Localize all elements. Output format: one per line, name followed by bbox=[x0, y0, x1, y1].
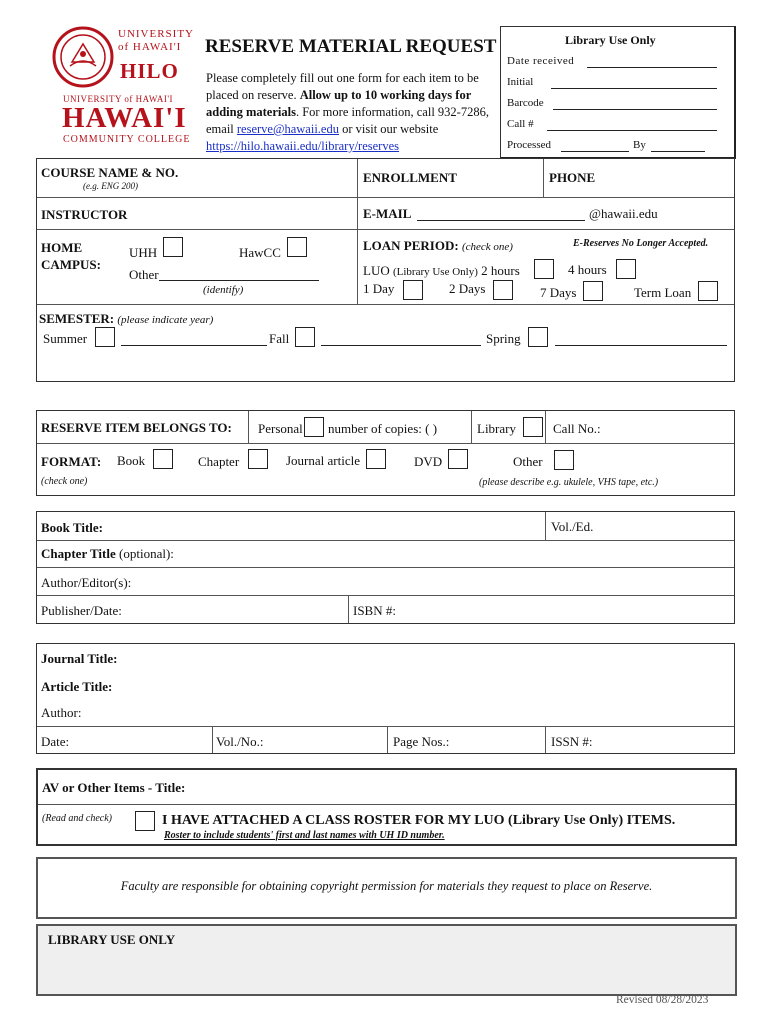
journal-title-label: Journal Title: bbox=[41, 651, 118, 666]
other-format-checkbox[interactable] bbox=[554, 450, 574, 470]
library-use-only-box bbox=[36, 924, 737, 996]
summer-checkbox[interactable] bbox=[95, 327, 115, 347]
call-no-label: Call No.: bbox=[553, 421, 601, 436]
two-hours-label: 2 hours bbox=[481, 263, 520, 278]
book-label: Book bbox=[117, 453, 146, 468]
initial-field[interactable] bbox=[551, 88, 717, 89]
logo-hawaii-text: HAWAI'I bbox=[62, 102, 187, 134]
two-hours-checkbox[interactable] bbox=[534, 259, 554, 279]
date-received-label: Date received bbox=[507, 55, 575, 67]
optional-text: (optional): bbox=[119, 546, 174, 561]
check-one-hint: (check one) bbox=[461, 241, 513, 253]
call-field[interactable] bbox=[547, 130, 717, 131]
phone-label: PHONE bbox=[549, 170, 596, 185]
dvd-label: DVD bbox=[414, 454, 443, 469]
luo-note: (Library Use Only) bbox=[392, 266, 478, 278]
book-title-label: Book Title: bbox=[41, 520, 104, 535]
personal-label: Personal bbox=[258, 421, 303, 436]
seven-days-label: 7 Days bbox=[540, 285, 577, 300]
class-roster-checkbox[interactable] bbox=[135, 811, 155, 831]
instructions-bold: Allow up to 10 working days for adding materials bbox=[206, 88, 472, 119]
initial-label: Initial bbox=[507, 76, 534, 88]
course-hint: (e.g. ENG 200) bbox=[83, 181, 138, 191]
semester-text: SEMESTER: bbox=[39, 311, 115, 326]
enrollment-label: ENROLLMENT bbox=[363, 170, 457, 185]
uh-hilo-logo bbox=[52, 26, 192, 88]
page-nos-label: Page Nos.: bbox=[393, 734, 450, 749]
fall-checkbox[interactable] bbox=[295, 327, 315, 347]
semester-label bbox=[39, 311, 213, 327]
fall-label: Fall bbox=[269, 331, 290, 346]
summer-year-field[interactable] bbox=[121, 345, 267, 346]
spring-checkbox[interactable] bbox=[528, 327, 548, 347]
other-format-label: Other bbox=[513, 454, 543, 469]
term-loan-checkbox[interactable] bbox=[698, 281, 718, 301]
vol-no-label: Vol./No.: bbox=[216, 734, 264, 749]
uh-seal-icon bbox=[52, 26, 114, 88]
hawcc-checkbox[interactable] bbox=[287, 237, 307, 257]
journal-article-label: Journal article bbox=[286, 453, 360, 468]
copyright-note: Faculty are responsible for obtaining copyright permission for materials they request to place on Reserve. bbox=[120, 879, 653, 893]
av-section bbox=[36, 768, 737, 846]
ereserves-note: E-Reserves No Longer Accepted. bbox=[573, 238, 709, 249]
class-roster-statement: I HAVE ATTACHED A CLASS ROSTER FOR MY LUO (Library Use Only) ITEMS. bbox=[162, 813, 676, 828]
email-domain: @hawaii.edu bbox=[589, 206, 658, 221]
other-campus-label: Other bbox=[129, 267, 159, 282]
issn-label: ISSN #: bbox=[551, 734, 593, 749]
library-box-title: Library Use Only bbox=[565, 33, 656, 47]
logo-community-college-text: COMMUNITY COLLEGE bbox=[63, 134, 191, 145]
library-label: Library bbox=[477, 421, 516, 436]
revised-date: Revised 08/28/2023 bbox=[616, 994, 709, 1006]
roster-note: Roster to include students' first and last names with UH ID number. bbox=[164, 830, 445, 841]
instructions-text-3: or visit our website bbox=[342, 122, 439, 136]
other-campus-field[interactable] bbox=[159, 280, 319, 281]
barcode-field[interactable] bbox=[553, 109, 717, 110]
logo-uh-line-text: UNIVERSITY of HAWAI'I bbox=[63, 94, 174, 104]
by-field[interactable] bbox=[651, 151, 705, 152]
email-field[interactable] bbox=[417, 220, 585, 221]
logo-of-hawaii-text: of HAWAI'I bbox=[118, 41, 182, 53]
course-section bbox=[36, 158, 735, 382]
chapter-title-text: Chapter Title bbox=[41, 546, 116, 561]
library-use-box bbox=[500, 26, 736, 159]
spring-label: Spring bbox=[486, 331, 521, 346]
instructions-text-1: Please completely fill out one form for each item to be placed on reserve. bbox=[206, 71, 479, 102]
dvd-checkbox[interactable] bbox=[448, 449, 468, 469]
luo-text: LUO bbox=[363, 263, 390, 278]
summer-label: Summer bbox=[43, 331, 88, 346]
barcode-label: Barcode bbox=[507, 97, 544, 109]
processed-label: Processed bbox=[507, 139, 551, 151]
date-received-field[interactable] bbox=[587, 67, 717, 68]
by-label: By bbox=[633, 139, 646, 151]
library-checkbox[interactable] bbox=[523, 417, 543, 437]
logo-university-text: UNIVERSITY bbox=[118, 28, 194, 40]
uhh-checkbox[interactable] bbox=[163, 237, 183, 257]
spring-year-field[interactable] bbox=[555, 345, 727, 346]
loan-period-text: LOAN PERIOD: bbox=[363, 238, 459, 253]
book-section bbox=[36, 511, 735, 624]
four-hours-label: 4 hours bbox=[568, 262, 607, 277]
four-hours-checkbox[interactable] bbox=[616, 259, 636, 279]
logo-hilo-text: HILO bbox=[120, 59, 179, 83]
library-use-only-label: LIBRARY USE ONLY bbox=[48, 932, 176, 947]
belongs-to-label: RESERVE ITEM BELONGS TO: bbox=[41, 420, 232, 435]
course-name-label: COURSE NAME & NO. bbox=[41, 165, 179, 180]
two-days-label: 2 Days bbox=[449, 281, 486, 296]
fall-year-field[interactable] bbox=[321, 345, 481, 346]
journal-author-label: Author: bbox=[41, 705, 82, 720]
copyright-box bbox=[36, 857, 737, 919]
instructions bbox=[206, 70, 496, 155]
semester-hint: (please indicate year) bbox=[117, 314, 214, 326]
email-link[interactable]: reserve@hawaii.edu bbox=[236, 122, 339, 136]
two-days-checkbox[interactable] bbox=[493, 280, 513, 300]
chapter-title-label bbox=[41, 546, 174, 562]
other-format-hint: (please describe e.g. ukulele, VHS tape, etc.) bbox=[479, 477, 659, 488]
av-title-label: AV or Other Items - Title: bbox=[42, 780, 186, 795]
article-title-label: Article Title: bbox=[41, 679, 113, 694]
chapter-checkbox[interactable] bbox=[248, 449, 268, 469]
one-day-label: 1 Day bbox=[363, 281, 395, 296]
format-label: FORMAT: bbox=[41, 454, 102, 469]
personal-checkbox[interactable] bbox=[304, 417, 324, 437]
uhh-label: UHH bbox=[129, 245, 158, 260]
identify-hint: (identify) bbox=[203, 284, 244, 296]
instructions-text-2: . For more information, call 932-7286, email bbox=[206, 105, 489, 136]
hawcc-logo bbox=[60, 94, 190, 146]
processed-field[interactable] bbox=[561, 151, 629, 152]
email-label: E-MAIL bbox=[363, 206, 412, 221]
journal-section bbox=[36, 643, 735, 754]
copies-label: number of copies: ( ) bbox=[328, 421, 438, 436]
isbn-label: ISBN #: bbox=[353, 603, 396, 618]
call-label: Call # bbox=[507, 118, 534, 130]
journal-article-checkbox[interactable] bbox=[366, 449, 386, 469]
luo-label bbox=[363, 263, 520, 279]
one-day-checkbox[interactable] bbox=[403, 280, 423, 300]
term-loan-label: Term Loan bbox=[634, 285, 692, 300]
chapter-label: Chapter bbox=[198, 454, 240, 469]
read-check-hint: (Read and check) bbox=[42, 813, 112, 824]
home-campus-label: HOME CAMPUS: bbox=[41, 240, 101, 272]
journal-date-label: Date: bbox=[41, 734, 70, 749]
seven-days-checkbox[interactable] bbox=[583, 281, 603, 301]
website-link[interactable]: https://hilo.hawaii.edu/library/reserves bbox=[206, 139, 400, 153]
belongs-section bbox=[36, 410, 735, 496]
instructor-label: INSTRUCTOR bbox=[41, 207, 128, 222]
vol-ed-label: Vol./Ed. bbox=[551, 519, 594, 534]
loan-period-label bbox=[363, 238, 513, 254]
hawcc-label: HawCC bbox=[239, 245, 281, 260]
book-checkbox[interactable] bbox=[153, 449, 173, 469]
page-title: RESERVE MATERIAL REQUEST bbox=[205, 36, 497, 57]
format-check-one-hint: (check one) bbox=[41, 476, 88, 487]
author-editor-label: Author/Editor(s): bbox=[41, 575, 132, 590]
publisher-date-label: Publisher/Date: bbox=[41, 603, 122, 618]
